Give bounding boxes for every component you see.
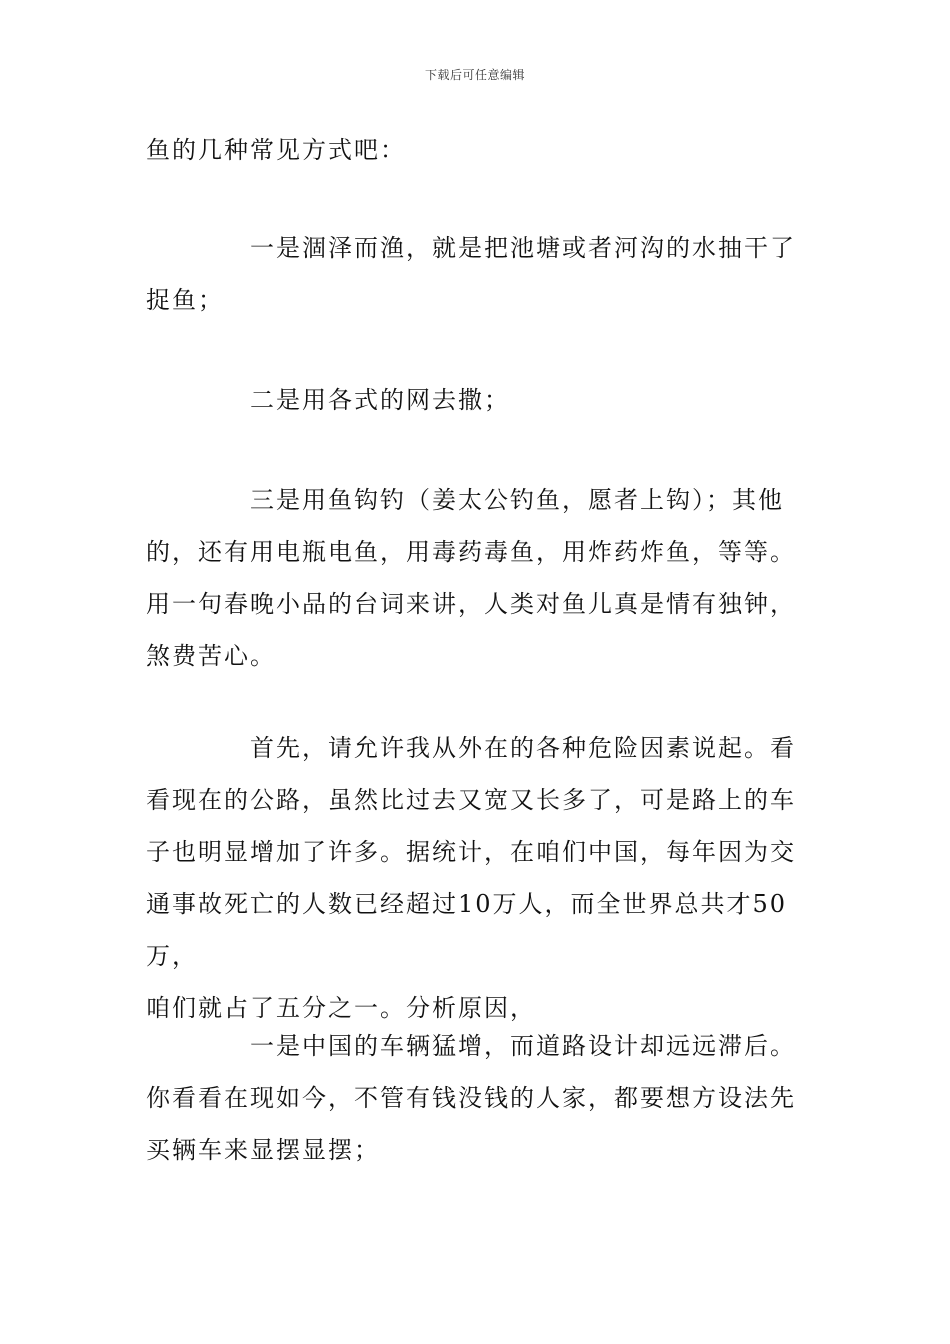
paragraph-method-three: 三是用鱼钩钓（姜太公钓鱼，愿者上钩）；其他 的，还有用电瓶电鱼，用毒药毒鱼，用炸药炸鱼，等等。 用一句春晚小品的台词来讲，人类对鱼儿真是情有独钟， 煞费苦心。 bbox=[146, 486, 796, 670]
paragraph-method-two: 二是用各式的网去撒； bbox=[146, 386, 510, 414]
paragraph-reason-one: 一是中国的车辆猛增，而道路设计却远远滞后。 你看看在现如今，不管有钱没钱的人家，都要想方设法先 买辆车来显摆显摆； bbox=[146, 1032, 796, 1164]
paragraph-external-dangers: 首先，请允许我从外在的各种危险因素说起。看 看现在的公路，虽然比过去又宽又长多了，可是路上的车 子也明显增加了许多。据统计，在咱们中国，每年因为交 通事故死亡的人数已经超过10万人，而全世界总共才50万， 咱们就占了五分之一。分析原因， bbox=[146, 734, 796, 1022]
paragraph-fishing-intro: 鱼的几种常见方式吧： bbox=[146, 136, 406, 164]
paragraph-method-one: 一是涸泽而渔，就是把池塘或者河沟的水抽干了 捉鱼； bbox=[146, 234, 796, 314]
page-header: 下载后可任意编辑 bbox=[424, 68, 525, 82]
